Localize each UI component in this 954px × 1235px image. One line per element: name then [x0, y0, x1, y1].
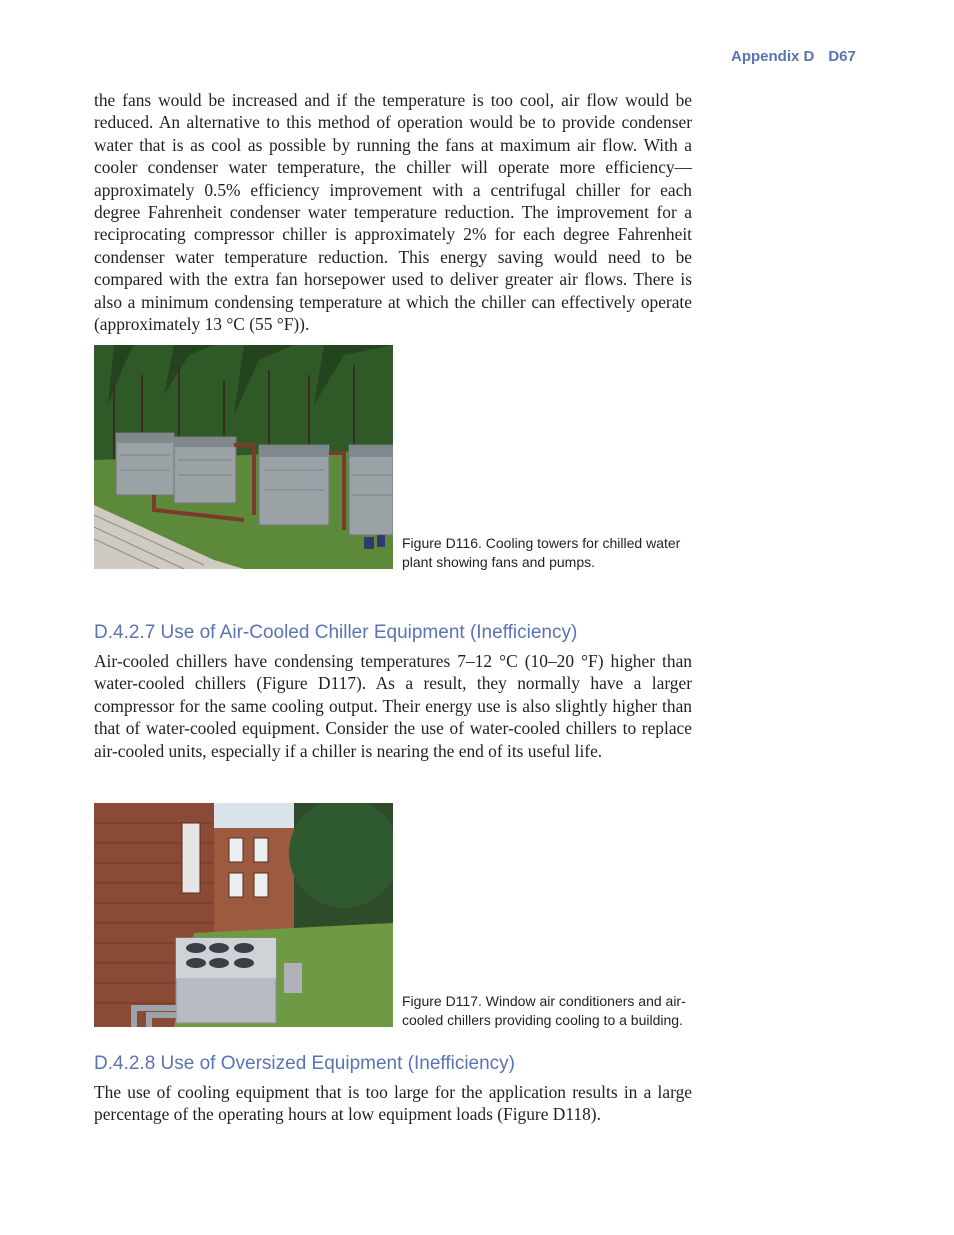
body-paragraph-2: Air-cooled chillers have condensing temperatures 7–12 °C (10–20 °F) higher than water-cooled chillers (Figure D117). As a result, they normally have a larger compressor for the same cooling output. Their energy use is also slightly higher than that of water-cooled equipment. Consider the use of water-cooled chillers to replace air-cooled units, especially if a chiller is nearing the end of its useful life. — [94, 651, 692, 761]
section-heading-d4-2-8: D.4.2.8 Use of Oversized Equipment (Inefficiency) — [94, 1053, 516, 1074]
air-cooled-chillers-photo — [94, 803, 393, 1027]
section-heading-d4-2-7: D.4.2.7 Use of Air-Cooled Chiller Equipment (Inefficiency) — [94, 622, 578, 643]
running-head — [731, 48, 856, 65]
body-paragraph-1: the fans would be increased and if the temperature is too cool, air flow would be reduced. An alternative to this method of operation would be to provide condenser water that is as cool as possible by running the fans at maximum air flow. With a cooler condenser water temperature, the chiller will operate more efficiency—approximately 0.5% efficiency improvement with a centrifugal chiller for each degree Fahrenheit condenser water temperature reduction. The improvement for a reciprocating compressor chiller is approximately 2% for each degree Fahrenheit condenser water temperature reduction. This energy saving would need to be compared with the extra fan horsepower used to deliver greater air flows. There is also a minimum condensing temperature at which the chiller can effectively operate (approximately 13 °C (55 °F)). — [94, 90, 692, 335]
section-label: Appendix D — [731, 48, 815, 65]
body-paragraph-3: The use of cooling equipment that is too large for the application results in a large percentage of the operating hours at low equipment loads (Figure D118). — [94, 1082, 692, 1125]
cooling-towers-photo — [94, 345, 393, 569]
figure-d116-caption: Figure D116. Cooling towers for chilled water plant showing fans and pumps. — [402, 535, 681, 570]
figure-d117-caption: Figure D117. Window air conditioners and air-cooled chillers providing cooling to a building. — [402, 993, 686, 1028]
page-number: D67 — [828, 48, 856, 65]
